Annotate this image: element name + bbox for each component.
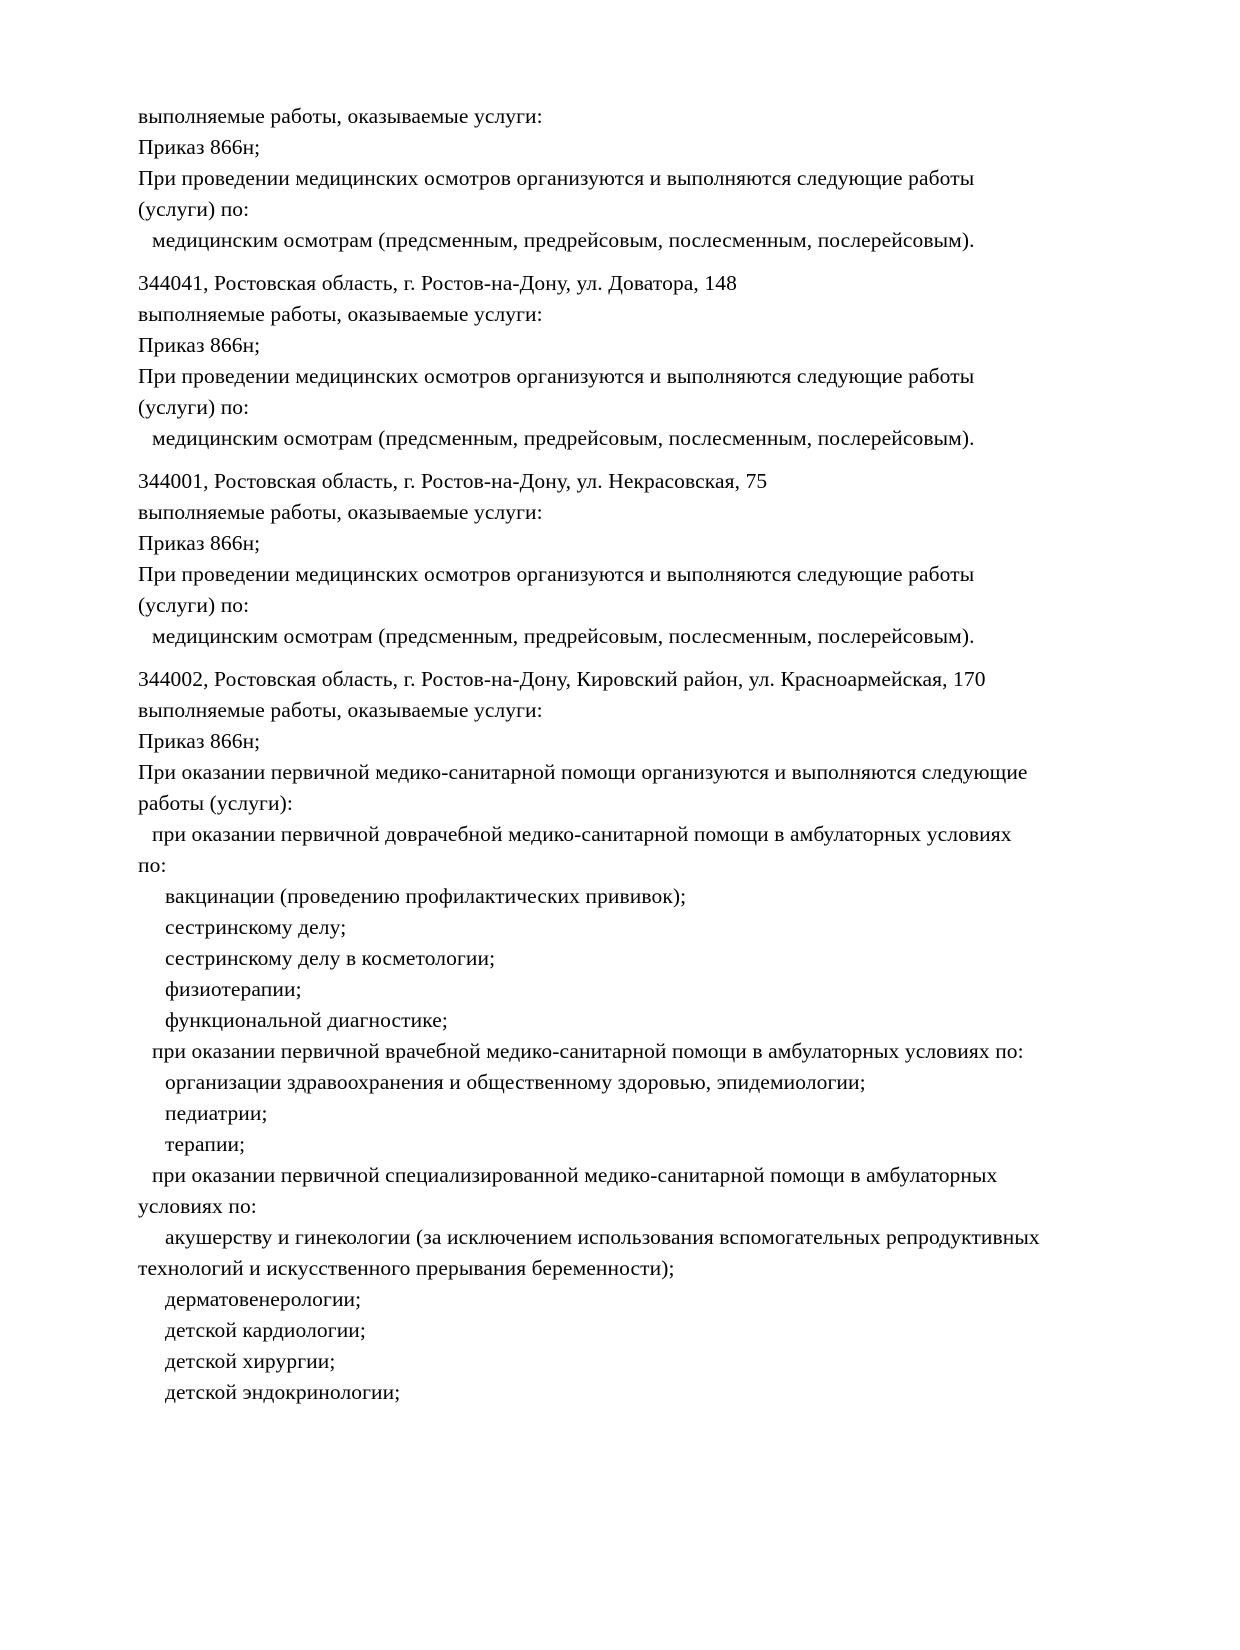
service-item: функциональной диагностике; <box>165 1008 448 1032</box>
service-item: дерматовенерологии; <box>165 1287 362 1311</box>
paragraph-line: При проведении медицинских осмотров организуются и выполняются следующие работы <box>138 364 975 388</box>
care-type-line: условиях по: <box>138 1194 257 1218</box>
address-line: 344041, Ростовская область, г. Ростов-на-Дону, ул. Доватора, 148 <box>138 271 737 295</box>
paragraph-line: При проведении медицинских осмотров организуются и выполняются следующие работы <box>138 166 975 190</box>
paragraph-line: При оказании первичной медико-санитарной помощи организуются и выполняются следующие <box>138 760 1028 784</box>
section-address-344002 <box>138 664 1138 1408</box>
care-type-line: при оказании первичной специализированной медико-санитарной помощи в амбулаторных <box>152 1163 998 1187</box>
service-item: детской эндокринологии; <box>165 1380 401 1404</box>
section-address-344001 <box>138 466 1138 652</box>
service-item: вакцинации (проведению профилактических прививок); <box>165 884 687 908</box>
works-services-label: выполняемые работы, оказываемые услуги: <box>138 104 543 128</box>
section-address-344041 <box>138 268 1138 454</box>
order-reference: Приказ 866н; <box>138 333 261 357</box>
service-item: физиотерапии; <box>165 977 302 1001</box>
address-line: 344002, Ростовская область, г. Ростов-на-Дону, Кировский район, ул. Красноармейская, 170 <box>138 667 986 691</box>
order-reference: Приказ 866н; <box>138 531 261 555</box>
order-reference: Приказ 866н; <box>138 135 261 159</box>
service-item: сестринскому делу; <box>165 915 347 939</box>
address-line: 344001, Ростовская область, г. Ростов-на-Дону, ул. Некрасовская, 75 <box>138 469 768 493</box>
service-item: технологий и искусственного прерывания беременности); <box>138 1256 675 1280</box>
care-type-line: по: <box>138 853 167 877</box>
paragraph-line: (услуги) по: <box>138 593 250 617</box>
service-item: терапии; <box>165 1132 246 1156</box>
paragraph-line: (услуги) по: <box>138 395 250 419</box>
paragraph-line: работы (услуги): <box>138 791 293 815</box>
paragraph-line: (услуги) по: <box>138 197 250 221</box>
service-item: организации здравоохранения и общественному здоровью, эпидемиологии; <box>165 1070 866 1094</box>
service-item: медицинским осмотрам (предсменным, предрейсовым, послесменным, послерейсовым). <box>152 624 975 648</box>
care-type-line: при оказании первичной врачебной медико-санитарной помощи в амбулаторных условиях по: <box>152 1039 1024 1063</box>
service-item: медицинским осмотрам (предсменным, предрейсовым, послесменным, послерейсовым). <box>152 426 975 450</box>
paragraph-line: При проведении медицинских осмотров организуются и выполняются следующие работы <box>138 562 975 586</box>
service-item: педиатрии; <box>165 1101 268 1125</box>
section-works-services-1 <box>138 101 1138 256</box>
service-item: акушерству и гинекологии (за исключением использования вспомогательных репродуктивных <box>165 1225 1040 1249</box>
service-item: медицинским осмотрам (предсменным, предрейсовым, послесменным, послерейсовым). <box>152 228 975 252</box>
service-item: детской хирургии; <box>165 1349 336 1373</box>
works-services-label: выполняемые работы, оказываемые услуги: <box>138 698 543 722</box>
care-type-line: при оказании первичной доврачебной медико-санитарной помощи в амбулаторных условиях <box>152 822 1012 846</box>
document-page <box>138 101 1138 1408</box>
works-services-label: выполняемые работы, оказываемые услуги: <box>138 500 543 524</box>
service-item: детской кардиологии; <box>165 1318 366 1342</box>
works-services-label: выполняемые работы, оказываемые услуги: <box>138 302 543 326</box>
service-item: сестринскому делу в косметологии; <box>165 946 496 970</box>
order-reference: Приказ 866н; <box>138 729 261 753</box>
